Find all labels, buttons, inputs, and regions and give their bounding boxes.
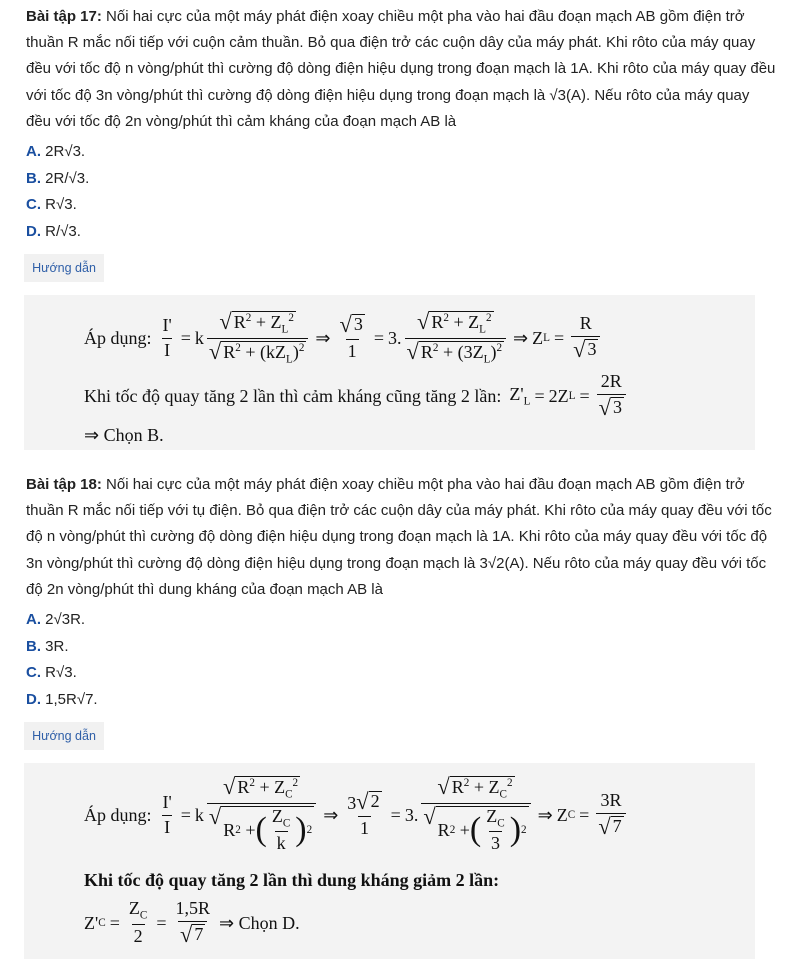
option-a: A. 2R√3. [26, 143, 86, 161]
exercise-17 [0, 0, 800, 245]
solution-17 [24, 295, 755, 450]
option-c: C. R√3. [26, 196, 77, 214]
exercise-18-text: Nối hai cực của một máy phát điện xoay chiều một pha vào hai đầu đoạn mạch AB gồm điện trở thuần R mắc nối tiếp với tụ điện. Bỏ qua điện trở các cuộn dây của máy phát. Khi rôto của máy quay đều với tốc độ n vòng/phút thì cường độ dòng điện hiệu dụng trong đoạn mạch là 1A. Khi rôto của máy quay đều với tốc độ 3n vòng/phút thì cường độ dòng điện hiệu dụng trong đoạn mạch là 3√2(A). Nếu rôto của máy quay đều với tốc độ 2n vòng/phút thì dung kháng của đoạn mạch AB là [26, 476, 772, 598]
exercise-17-options [26, 139, 778, 245]
exercise-17-label: Bài tập 17: [26, 8, 102, 25]
exercise-18 [0, 450, 800, 713]
solution-17-formula: Áp dụng: $\frac{I'}{I}$ = k √ $R^2 + Z_L^2$ √ $R^2 + (kZ_L)^2$ ⇒ √ 3 1 = 3. √ $R^2 + Z_L^2$ √ $R^2 + (3Z_L)^2$ ⇒ Z L = R √ 3 [84, 305, 755, 371]
exercise-18-statement [26, 472, 778, 603]
option-b: B. 3R. [26, 637, 69, 655]
solution-17-line2: Khi tốc độ quay tăng 2 lần thì cảm kháng cũng tăng 2 lần: $Z'_L$ = 2Z L = 2R √ 3 [84, 371, 755, 421]
option-a: A. 2√3R. [26, 611, 86, 629]
solution-18-line2: Khi tốc độ quay tăng 2 lần thì dung kháng giảm 2 lần: [84, 870, 500, 891]
exercise-17-statement [26, 4, 778, 135]
solution-18-conclusion: ⇒ Chọn D. [218, 912, 300, 933]
solution-17-conclusion: ⇒ Chọn B. [84, 425, 164, 446]
option-d: D. R/√3. [26, 222, 81, 240]
solution-18 [24, 763, 755, 959]
option-d: D. 1,5R√7. [26, 690, 98, 708]
exercise-17-text: Nối hai cực của một máy phát điện xoay chiều một pha vào hai đầu đoạn mạch AB gồm điện trở thuần R mắc nối tiếp với cuộn cảm thuần. Bỏ qua điện trở các cuộn dây của máy phát. Khi rôto của máy quay đều với tốc độ n vòng/phút thì cường độ dòng điện hiệu dụng trong đoạn mạch là 1A. Khi rôto của máy quay đều với tốc độ 3n vòng/phút thì cường độ dòng điện hiệu dụng trong đoạn mạch là √3(A). Nếu rôto của máy quay đều với tốc độ 2n vòng/phút thì cảm kháng của đoạn mạch AB là [26, 8, 776, 130]
exercise-18-label: Bài tập 18: [26, 476, 102, 494]
guide-tab[interactable]: Hướng dẫn [24, 722, 104, 750]
exercise-18-options [26, 607, 778, 713]
option-c: C. R√3. [26, 664, 77, 682]
solution-18-conclusion-row: Z' C = $\frac{Z_C}{2}$ = 1,5R √ 7 ⇒ Chọn D. [84, 898, 300, 948]
guide-tab[interactable]: Hướng dẫn [24, 254, 104, 282]
option-b: B. 2R/√3. [26, 169, 90, 187]
solution-18-formula: Áp dụng: $\frac{I'}{I}$ = k √ $R^2 + Z_C^2$ √ R 2 + ( $\frac{Z_C}{k}$ ) 2 ⇒ 3 √ 2 1 = 3. √ $R^2 + Z_C^2$ √ R 2 + ( $\frac{Z_C}{3}$ ) 2 ⇒ Z C = 3R √ 7 [84, 775, 755, 855]
